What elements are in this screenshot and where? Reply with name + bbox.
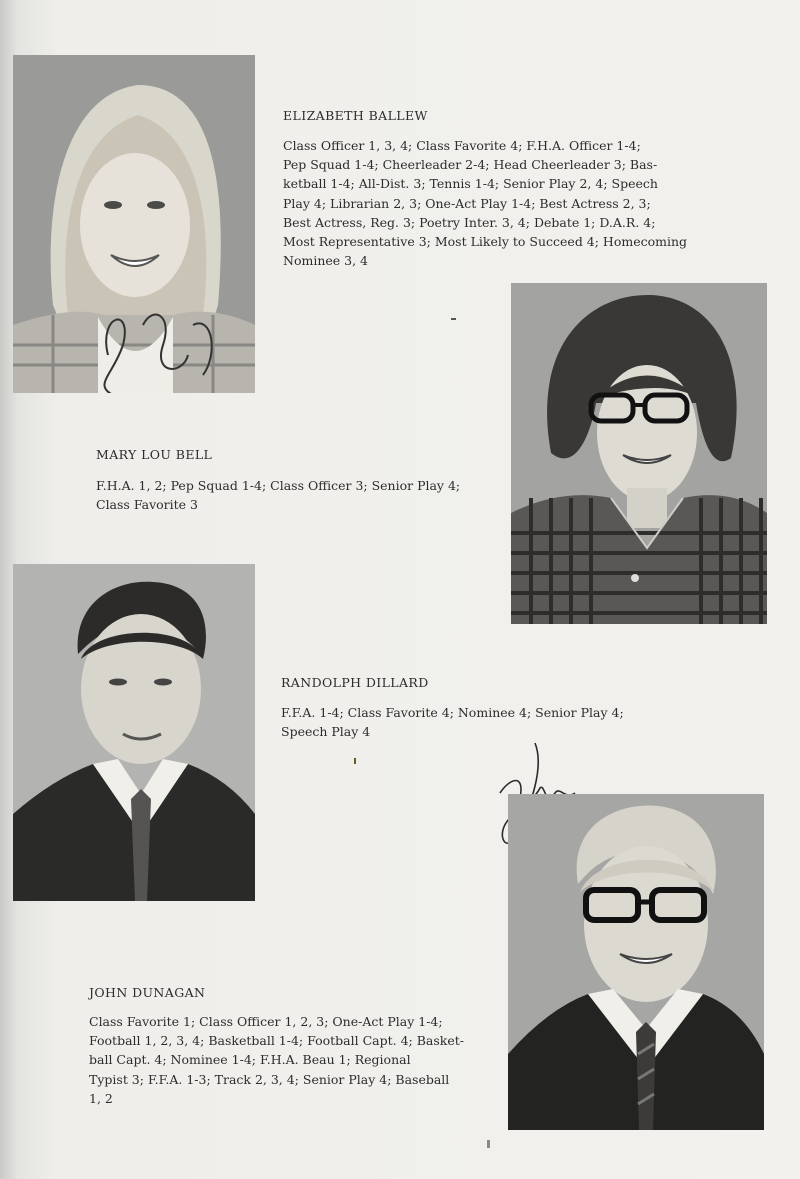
student-name-randolph-dillard: RANDOLPH DILLARD: [281, 675, 429, 690]
bio-line: Speech Play 4: [281, 724, 371, 740]
student-activities-elizabeth-ballew: [283, 136, 687, 270]
portrait-photo-mary-lou-bell: [511, 283, 767, 624]
student-name-elizabeth-ballew: ELIZABETH BALLEW: [283, 108, 428, 123]
bio-line: ketball 1-4; All-Dist. 3; Tennis 1-4; Senior Play 2, 4; Speech: [283, 176, 658, 192]
portrait-photo-elizabeth-ballew: [13, 55, 255, 393]
student-name-john-dunagan: JOHN DUNAGAN: [89, 985, 206, 1000]
student-activities-randolph-dillard: [281, 703, 624, 741]
paper-speck: [451, 318, 456, 320]
student-name-mary-lou-bell: MARY LOU BELL: [96, 447, 213, 462]
bio-line: Play 4; Librarian 2, 3; One-Act Play 1-4; Best Actress 2, 3;: [283, 195, 651, 211]
bio-line: Nominee 3, 4: [283, 253, 368, 269]
bio-line: Class Favorite 1; Class Officer 1, 2, 3; One-Act Play 1-4;: [89, 1014, 443, 1029]
bio-line: Most Representative 3; Most Likely to Succeed 4; Homecoming: [283, 234, 688, 250]
bio-line: F.H.A. 1, 2; Pep Squad 1-4; Class Officer 3; Senior Play 4;: [96, 478, 461, 493]
portrait-photo-randolph-dillard: [13, 564, 255, 901]
bio-line: Football 1, 2, 3, 4; Basketball 1-4; Football Capt. 4; Basket-: [89, 1033, 464, 1049]
bio-line: F.F.A. 1-4; Class Favorite 4; Nominee 4; Senior Play 4;: [281, 705, 624, 720]
bio-line: ball Capt. 4; Nominee 1-4; F.H.A. Beau 1; Regional: [89, 1052, 411, 1068]
student-activities-mary-lou-bell: [96, 476, 460, 514]
portrait-photo-john-dunagan: [508, 794, 764, 1130]
bio-line: Typist 3; F.F.A. 1-3; Track 2, 3, 4; Senior Play 4; Baseball: [89, 1071, 450, 1087]
bio-line: Class Officer 1, 3, 4; Class Favorite 4; F.H.A. Officer 1-4;: [283, 138, 641, 153]
student-activities-john-dunagan: [89, 1012, 464, 1108]
paper-speck: [354, 758, 356, 764]
bio-line: Class Favorite 3: [96, 497, 199, 513]
bio-line: Best Actress, Reg. 3; Poetry Inter. 3, 4; Debate 1; D.A.R. 4;: [283, 214, 656, 230]
bio-line: Pep Squad 1-4; Cheerleader 2-4; Head Cheerleader 3; Bas-: [283, 157, 658, 173]
bio-line: 1, 2: [89, 1090, 113, 1106]
paper-speck: [487, 1140, 490, 1148]
